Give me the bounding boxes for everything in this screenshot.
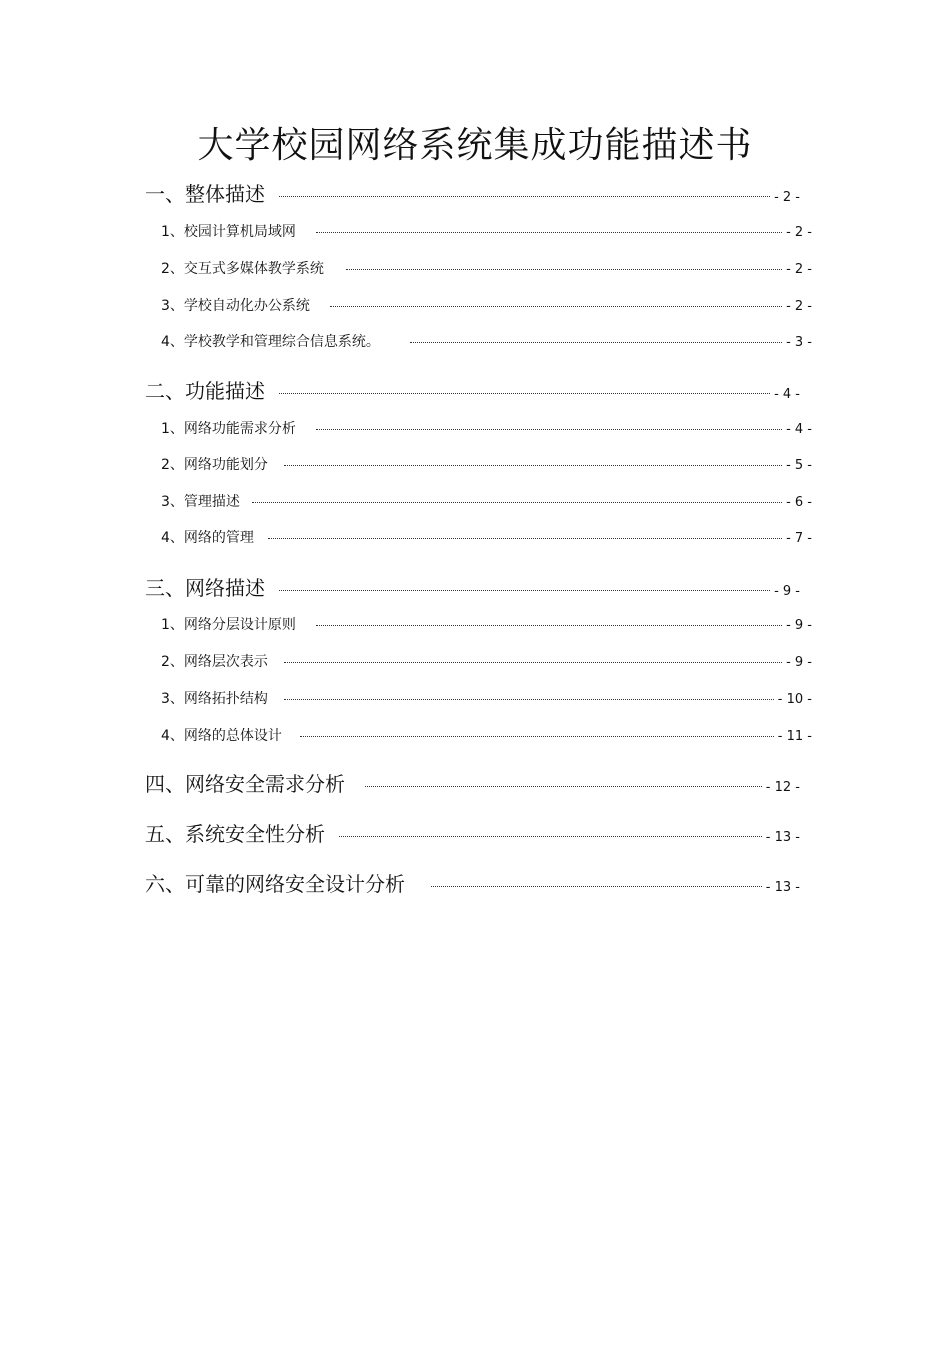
toc-dot-leader — [284, 465, 782, 466]
toc-page-number: - 12 - — [765, 780, 800, 795]
toc-dot-leader — [365, 786, 762, 787]
toc-page-number: - 10 - — [777, 692, 812, 707]
toc-subsection[interactable] — [161, 651, 812, 673]
toc-entry-label: 四、网络安全需求分析 — [145, 772, 345, 796]
toc-dot-leader — [316, 232, 782, 233]
toc-entry-label: 4、学校教学和管理综合信息系统。 — [161, 334, 380, 350]
toc-page-number: - 2 - — [774, 190, 800, 205]
toc-subsection[interactable] — [161, 418, 812, 440]
toc-dot-leader — [279, 393, 770, 394]
toc-page-number: - 11 - — [777, 729, 812, 744]
toc-page-number: - 13 - — [765, 830, 800, 845]
toc-entry-label: 二、功能描述 — [145, 379, 265, 403]
toc-section[interactable] — [145, 178, 800, 206]
toc-subsection[interactable] — [161, 258, 812, 280]
toc-entry-label: 1、网络功能需求分析 — [161, 421, 296, 437]
toc-entry-label: 2、网络层次表示 — [161, 654, 268, 670]
toc-page-number: - 3 - — [786, 335, 812, 350]
toc-section[interactable] — [145, 375, 800, 403]
toc-page-number: - 2 - — [786, 299, 812, 314]
toc-dot-leader — [279, 196, 770, 197]
toc-dot-leader — [284, 662, 782, 663]
toc-entry-label: 2、网络功能划分 — [161, 457, 268, 473]
toc-section[interactable] — [145, 868, 800, 896]
toc-page-number: - 2 - — [786, 262, 812, 277]
toc-page-number: - 4 - — [774, 387, 800, 402]
toc-section[interactable] — [145, 572, 800, 600]
toc-page-number: - 2 - — [786, 225, 812, 240]
toc-dot-leader — [268, 538, 782, 539]
toc-subsection[interactable] — [161, 725, 812, 747]
toc-subsection[interactable] — [161, 614, 812, 636]
toc-entry-label: 六、可靠的网络安全设计分析 — [145, 872, 405, 896]
toc-dot-leader — [300, 736, 774, 737]
toc-page-number: - 6 - — [786, 495, 812, 510]
toc-page-number: - 5 - — [786, 458, 812, 473]
toc-subsection[interactable] — [161, 454, 812, 476]
toc-entry-label: 3、管理描述 — [161, 494, 240, 510]
toc-entry-label: 一、整体描述 — [145, 182, 265, 206]
toc-subsection[interactable] — [161, 221, 812, 243]
toc-dot-leader — [339, 836, 762, 837]
toc-dot-leader — [346, 269, 782, 270]
toc-subsection[interactable] — [161, 527, 812, 549]
document-title: 大学校园网络系统集成功能描述书 — [197, 125, 753, 166]
toc-dot-leader — [252, 502, 782, 503]
toc-dot-leader — [431, 886, 762, 887]
toc-entry-label: 三、网络描述 — [145, 576, 265, 600]
toc-entry-label: 3、学校自动化办公系统 — [161, 298, 310, 314]
toc-page-number: - 4 - — [786, 422, 812, 437]
toc-dot-leader — [330, 306, 782, 307]
toc-entry-label: 五、系统安全性分析 — [145, 822, 325, 846]
toc-subsection[interactable] — [161, 295, 812, 317]
toc-page-number: - 9 - — [786, 618, 812, 633]
toc-entry-label: 3、网络拓扑结构 — [161, 691, 268, 707]
toc-subsection[interactable] — [161, 688, 812, 710]
toc-section[interactable] — [145, 818, 800, 846]
toc-entry-label: 1、校园计算机局域网 — [161, 224, 296, 240]
toc-entry-label: 4、网络的管理 — [161, 530, 254, 546]
toc-section[interactable] — [145, 768, 800, 796]
toc-page-number: - 9 - — [786, 655, 812, 670]
toc-entry-label: 1、网络分层设计原则 — [161, 617, 296, 633]
toc-page-number: - 13 - — [765, 880, 800, 895]
toc-dot-leader — [410, 342, 782, 343]
toc-dot-leader — [279, 590, 770, 591]
toc-page-number: - 7 - — [786, 531, 812, 546]
toc-page-number: - 9 - — [774, 584, 800, 599]
toc-dot-leader — [316, 625, 782, 626]
toc-dot-leader — [316, 429, 782, 430]
toc-entry-label: 2、交互式多媒体教学系统 — [161, 261, 324, 277]
toc-entry-label: 4、网络的总体设计 — [161, 728, 282, 744]
toc-subsection[interactable] — [161, 331, 812, 353]
toc-subsection[interactable] — [161, 491, 812, 513]
toc-dot-leader — [284, 699, 774, 700]
